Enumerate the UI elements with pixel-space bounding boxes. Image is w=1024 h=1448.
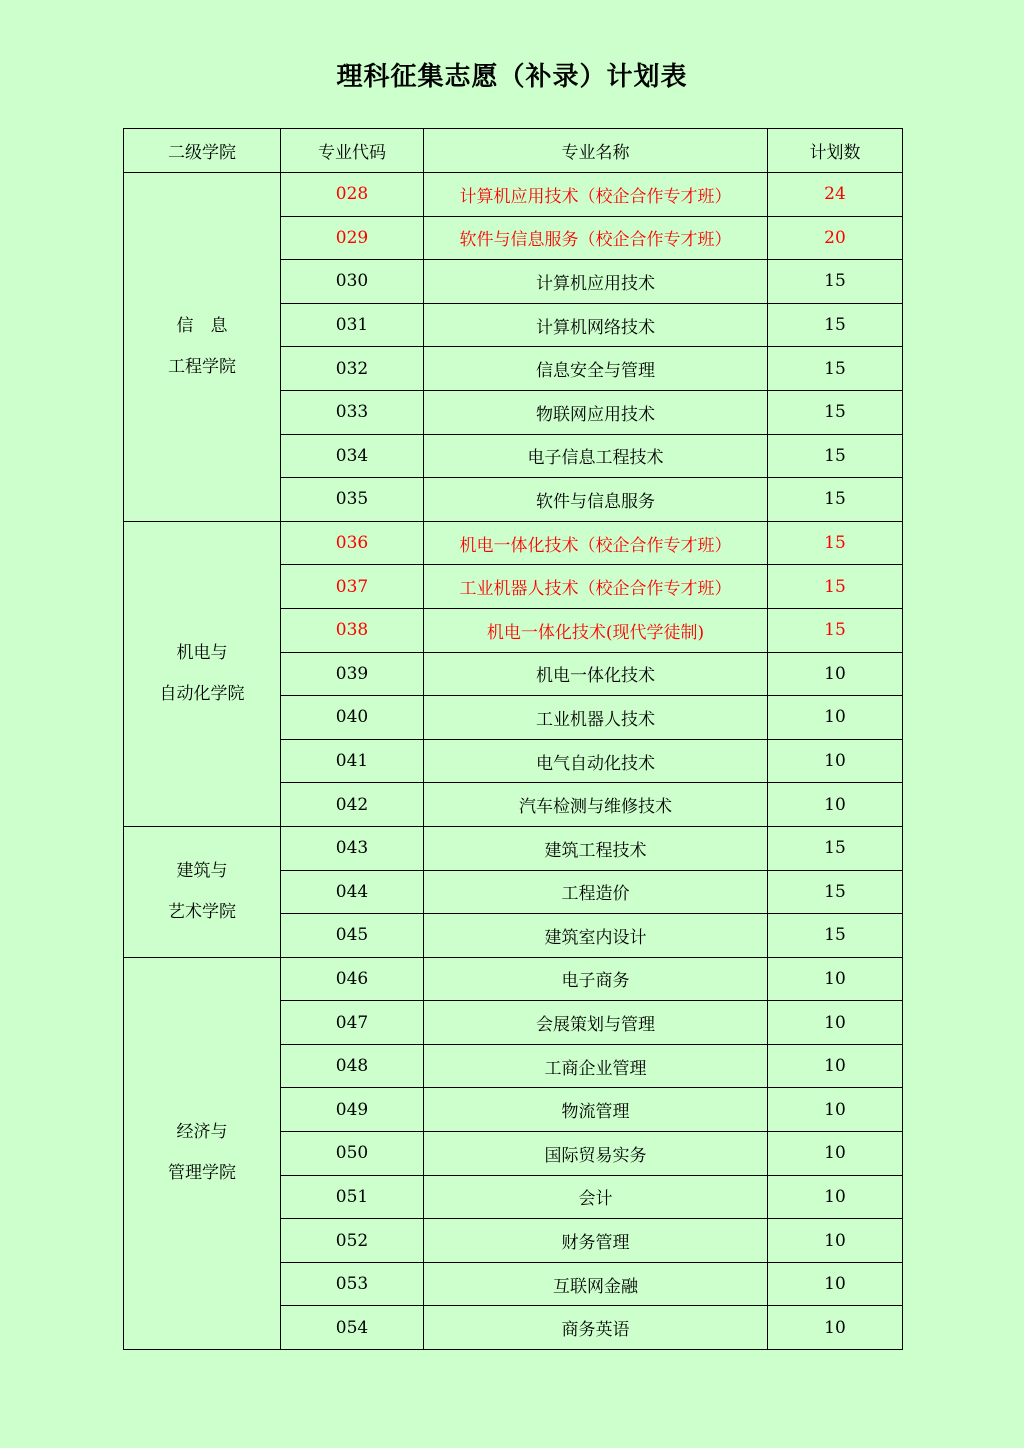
college-name-line: 工程学院 (168, 356, 236, 377)
plan-count-cell: 10 (768, 696, 903, 740)
plan-table (123, 128, 903, 1350)
major-code-cell: 042 (281, 783, 424, 827)
plan-count-cell: 10 (768, 783, 903, 827)
plan-count-cell: 10 (768, 1001, 903, 1045)
page-title: 理科征集志愿（补录）计划表 (336, 62, 688, 92)
major-name-cell: 机电一体化技术(现代学徒制) (424, 608, 768, 652)
plan-count-cell: 10 (768, 652, 903, 696)
major-name-cell: 计算机应用技术（校企合作专才班） (424, 173, 768, 217)
major-code-cell: 052 (281, 1219, 424, 1263)
major-code-cell: 040 (281, 696, 424, 740)
major-name-cell: 计算机应用技术 (424, 260, 768, 304)
plan-count-cell: 15 (768, 565, 903, 609)
header-code: 专业代码 (281, 129, 424, 173)
major-name-cell: 会计 (424, 1175, 768, 1219)
major-name-cell: 工商企业管理 (424, 1044, 768, 1088)
major-code-cell: 046 (281, 957, 424, 1001)
major-code-cell: 033 (281, 390, 424, 434)
plan-count-cell: 15 (768, 521, 903, 565)
major-code-cell: 037 (281, 565, 424, 609)
major-code-cell: 029 (281, 216, 424, 260)
major-name-cell: 电气自动化技术 (424, 739, 768, 783)
major-code-cell: 048 (281, 1044, 424, 1088)
plan-count-cell: 15 (768, 303, 903, 347)
major-name-cell: 计算机网络技术 (424, 303, 768, 347)
college-cell (124, 521, 281, 826)
major-code-cell: 035 (281, 478, 424, 522)
college-name-line: 艺术学院 (168, 901, 236, 922)
major-code-cell: 054 (281, 1306, 424, 1350)
major-code-cell: 031 (281, 303, 424, 347)
plan-count-cell: 10 (768, 1088, 903, 1132)
major-code-cell: 038 (281, 608, 424, 652)
college-cell (124, 957, 281, 1349)
major-name-cell: 软件与信息服务 (424, 478, 768, 522)
major-name-cell: 工程造价 (424, 870, 768, 914)
major-name-cell: 工业机器人技术（校企合作专才班） (424, 565, 768, 609)
major-name-cell: 机电一体化技术 (424, 652, 768, 696)
major-code-cell: 039 (281, 652, 424, 696)
college-cell (124, 826, 281, 957)
major-name-cell: 汽车检测与维修技术 (424, 783, 768, 827)
major-name-cell: 工业机器人技术 (424, 696, 768, 740)
major-name-cell: 会展策划与管理 (424, 1001, 768, 1045)
college-name-line: 信 息 (176, 315, 228, 336)
major-code-cell: 051 (281, 1175, 424, 1219)
header-name: 专业名称 (424, 129, 768, 173)
plan-count-cell: 15 (768, 434, 903, 478)
major-code-cell: 050 (281, 1132, 424, 1176)
major-code-cell: 034 (281, 434, 424, 478)
plan-count-cell: 15 (768, 478, 903, 522)
major-name-cell: 财务管理 (424, 1219, 768, 1263)
plan-count-cell: 15 (768, 826, 903, 870)
plan-count-cell: 15 (768, 260, 903, 304)
major-code-cell: 041 (281, 739, 424, 783)
plan-count-cell: 10 (768, 957, 903, 1001)
plan-count-cell: 15 (768, 608, 903, 652)
major-code-cell: 053 (281, 1262, 424, 1306)
header-college: 二级学院 (124, 129, 281, 173)
college-name-line: 机电与 (176, 642, 228, 663)
plan-count-cell: 10 (768, 739, 903, 783)
plan-count-cell: 15 (768, 347, 903, 391)
major-name-cell: 物流管理 (424, 1088, 768, 1132)
major-name-cell: 电子信息工程技术 (424, 434, 768, 478)
major-name-cell: 信息安全与管理 (424, 347, 768, 391)
major-name-cell: 电子商务 (424, 957, 768, 1001)
major-name-cell: 国际贸易实务 (424, 1132, 768, 1176)
major-name-cell: 建筑工程技术 (424, 826, 768, 870)
major-name-cell: 互联网金融 (424, 1262, 768, 1306)
major-name-cell: 软件与信息服务（校企合作专才班） (424, 216, 768, 260)
major-code-cell: 047 (281, 1001, 424, 1045)
major-name-cell: 建筑室内设计 (424, 914, 768, 958)
major-name-cell: 物联网应用技术 (424, 390, 768, 434)
table-row (124, 957, 903, 1001)
plan-count-cell: 10 (768, 1262, 903, 1306)
major-code-cell: 044 (281, 870, 424, 914)
plan-count-cell: 24 (768, 173, 903, 217)
plan-count-cell: 15 (768, 914, 903, 958)
college-name-line: 自动化学院 (159, 683, 245, 704)
major-code-cell: 028 (281, 173, 424, 217)
plan-count-cell: 10 (768, 1306, 903, 1350)
major-name-cell: 商务英语 (424, 1306, 768, 1350)
plan-count-cell: 10 (768, 1044, 903, 1088)
college-cell (124, 173, 281, 522)
major-name-cell: 机电一体化技术（校企合作专才班） (424, 521, 768, 565)
table-header-row (124, 129, 903, 173)
major-code-cell: 049 (281, 1088, 424, 1132)
plan-count-cell: 10 (768, 1219, 903, 1263)
table-row (124, 826, 903, 870)
plan-count-cell: 15 (768, 870, 903, 914)
table-row (124, 173, 903, 217)
plan-table-body (124, 173, 903, 1350)
major-code-cell: 032 (281, 347, 424, 391)
header-count: 计划数 (768, 129, 903, 173)
table-row (124, 521, 903, 565)
major-code-cell: 030 (281, 260, 424, 304)
plan-count-cell: 20 (768, 216, 903, 260)
major-code-cell: 036 (281, 521, 424, 565)
plan-count-cell: 15 (768, 390, 903, 434)
major-code-cell: 045 (281, 914, 424, 958)
college-name-line: 经济与 (176, 1122, 228, 1143)
major-code-cell: 043 (281, 826, 424, 870)
college-name-line: 管理学院 (168, 1163, 236, 1184)
plan-count-cell: 10 (768, 1132, 903, 1176)
college-name-line: 建筑与 (176, 860, 228, 881)
plan-count-cell: 10 (768, 1175, 903, 1219)
